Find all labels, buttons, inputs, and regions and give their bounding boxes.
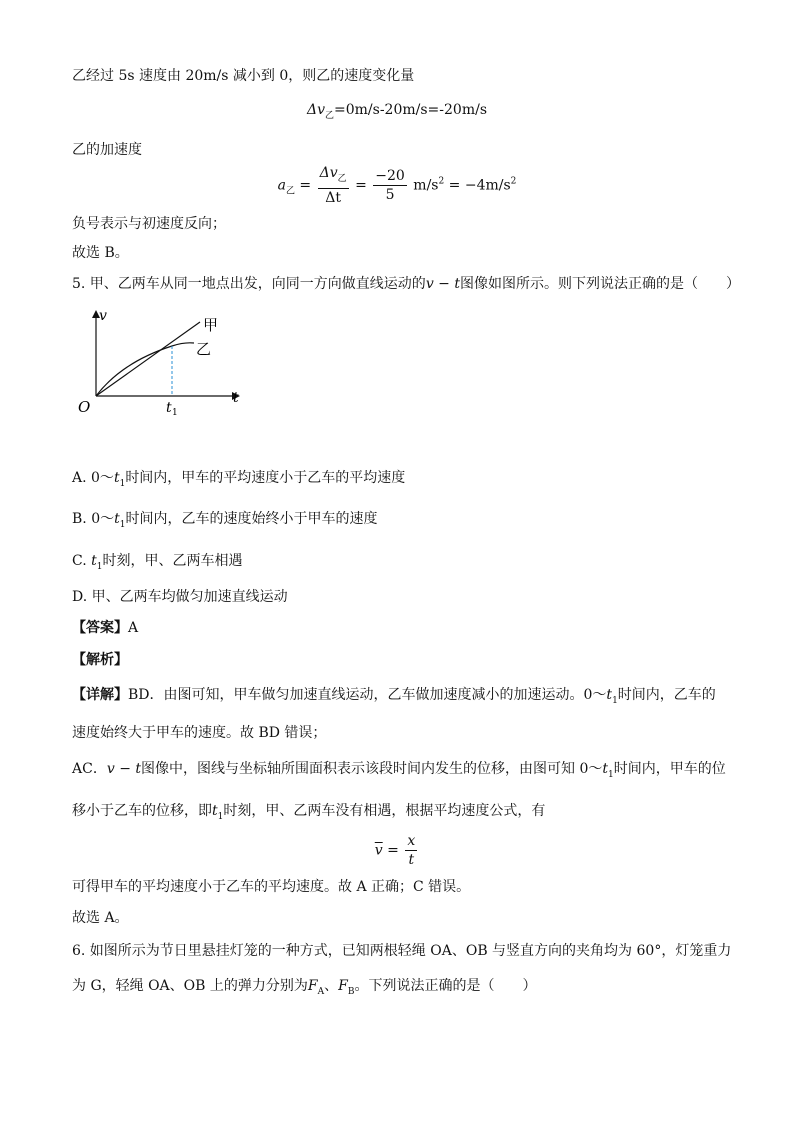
answer-line (72, 618, 138, 638)
eq2-f1-den: Δt (325, 190, 341, 206)
detail-4sub: 1 (217, 812, 224, 822)
q5-stem-vt: v − t (425, 276, 460, 292)
option-a-text: 时间内，甲车的平均速度小于乙车的平均速度 (125, 470, 406, 486)
option-a-pre: 0～ (91, 470, 114, 486)
option-b-text: 时间内，乙车的速度始终小于甲车的速度 (125, 511, 378, 527)
eq2-eq1: = (299, 177, 312, 194)
q5-stem (72, 274, 740, 294)
equation-acceleration (0, 164, 794, 207)
formula-den: t (408, 852, 415, 868)
eq1-lhs-sub: 乙 (325, 111, 335, 121)
q6-sep: 、 (324, 978, 339, 994)
option-b-letter: B. (72, 511, 87, 527)
q6-fb: F (338, 978, 348, 994)
option-c-t: t (91, 553, 97, 569)
detail-1sub: 1 (612, 696, 618, 706)
jia-line (96, 322, 200, 396)
detail-1b: 时间内，乙车的 (617, 687, 716, 703)
eq1-lhs: Δv (306, 102, 325, 118)
origin-label: O (78, 398, 91, 416)
option-a (72, 468, 405, 494)
analysis-tag: 【解析】 (72, 652, 128, 668)
yi-curve (96, 343, 194, 396)
q6-fa: F (307, 978, 318, 994)
option-d-text: 甲、乙两车均做匀加速直线运动 (91, 589, 288, 605)
formula-lhs: $\overline{v}$ (374, 842, 383, 859)
intro-line-2: 乙的加速度 (72, 142, 142, 158)
eq1-rhs: =0m/s-20m/s=-20m/s (334, 102, 488, 118)
eq2-f2-num: −20 (375, 168, 405, 184)
formula-eq: = (387, 842, 399, 859)
option-a-sub: 1 (119, 479, 126, 489)
t-label: t (233, 390, 239, 406)
detail-3vt: v − t (106, 761, 141, 777)
eq2-rest-sup: 2 (510, 176, 517, 187)
eq2-a-sub: 乙 (285, 186, 295, 197)
option-c (72, 551, 243, 577)
option-d-letter: D. (72, 589, 88, 605)
intro-line-1: 乙经过 5s 速度由 20m/s 减小到 0，则乙的速度变化量 (72, 68, 415, 84)
formula-fraction (405, 832, 417, 869)
answer-value: A (128, 620, 139, 636)
option-a-letter: A. (72, 470, 87, 486)
q6-line-2a: 为 G，轻绳 OA、OB 上的弹力分别为 (72, 978, 308, 994)
t1-label-sub: 1 (172, 408, 178, 418)
formula-num: x (407, 833, 416, 849)
v-label: v (99, 308, 107, 324)
eq2-unit-1-sup: 2 (438, 176, 445, 187)
eq2-rest: = −4m/s (444, 177, 511, 194)
t1-label: t (166, 400, 172, 416)
q5-stem-a: 5. 甲、乙两车从同一地点出发，向同一方向做直线运动的 (72, 276, 426, 292)
option-b-pre: 0～ (91, 511, 115, 527)
detail-line-5: 可得甲车的平均速度小于乙车的平均速度。故 A 正确；C 错误。 (72, 879, 471, 895)
eq2-a: a (277, 177, 286, 194)
yi-label: 乙 (196, 340, 212, 358)
q6-line-1: 6. 如图所示为节日里悬挂灯笼的一种方式，已知两根轻绳 OA、OB 与竖直方向的夹角均为 60°，灯笼重力 (72, 943, 732, 959)
eq2-f1-num: Δv (319, 165, 338, 181)
detail-1t: t (606, 687, 613, 703)
jia-label: 甲 (203, 316, 219, 334)
q6-fa-sub: A (317, 987, 325, 997)
q5-stem-b: 图像如图所示。则下列说法正确的是（ ） (459, 276, 740, 292)
q6-line-2b: 。下列说法正确的是（ ） (354, 978, 537, 994)
detail-3c: 时间内，甲车的位 (613, 761, 726, 777)
eq2-fraction-2 (373, 167, 407, 204)
eq2-f1-num-sub: 乙 (337, 174, 347, 184)
eq2-fraction-1 (318, 164, 349, 207)
equation-delta-v (0, 102, 794, 121)
analysis-line (72, 650, 128, 670)
detail-line-2: 速度始终大于甲车的速度。故 BD 错误； (72, 725, 327, 741)
detail-4t: t (212, 803, 218, 819)
detail-1a: BD．由图可知，甲车做匀加速直线运动，乙车做加速度减小的加速运动。0～ (128, 687, 607, 703)
intro-line-4: 故选 B。 (72, 245, 129, 261)
detail-tag: 【详解】 (72, 687, 128, 703)
detail-line-4 (72, 801, 545, 827)
option-b (72, 509, 378, 535)
q6-line-2 (72, 976, 536, 1002)
answer-tag: 【答案】 (72, 620, 128, 636)
option-c-text: 时刻，甲、乙两车相遇 (102, 553, 243, 569)
option-c-letter: C. (72, 553, 87, 569)
eq2-eq2: = (355, 177, 367, 194)
eq2-f2-den: 5 (385, 187, 395, 203)
detail-line-1 (72, 685, 716, 711)
intro-line-3: 负号表示与初速度反向； (72, 216, 226, 232)
detail-3sub: 1 (608, 770, 614, 780)
eq2-unit-1: m/s (413, 177, 439, 194)
detail-3t: t (602, 761, 608, 777)
detail-line-6: 故选 A。 (72, 910, 129, 926)
vt-graph (72, 306, 252, 418)
option-a-t: t (113, 470, 120, 486)
option-b-sub: 1 (119, 520, 126, 530)
q6-fb-sub: B (347, 987, 355, 997)
average-velocity-formula (0, 832, 794, 869)
detail-3a: AC． (72, 761, 107, 777)
option-b-t: t (114, 511, 120, 527)
detail-4b: 时刻，甲、乙两车没有相遇，根据平均速度公式，有 (223, 803, 546, 819)
detail-4a: 移小于乙车的位移，即 (72, 803, 212, 819)
detail-3b: 图像中，图线与坐标轴所围面积表示该段时间内发生的位移，由图可知 0～ (141, 761, 603, 777)
option-d (72, 587, 288, 607)
detail-line-3 (72, 759, 726, 785)
option-c-sub: 1 (96, 562, 103, 572)
